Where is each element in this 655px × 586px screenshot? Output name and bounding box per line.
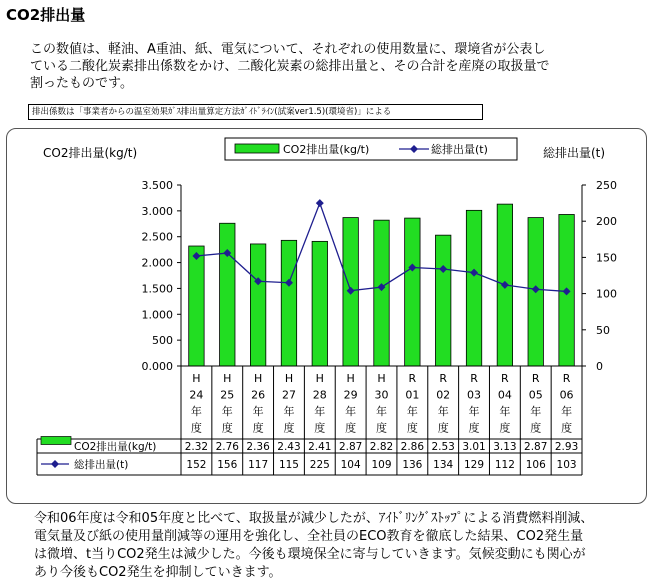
x-tick-label: 04: [497, 388, 512, 402]
table-line-value: 129: [464, 459, 485, 471]
x-tick-label: 27: [281, 388, 296, 402]
table-bar-value: 2.76: [215, 441, 239, 453]
x-tick-label: 03: [467, 388, 482, 402]
table-bar-value: 2.32: [184, 441, 209, 453]
table-line-value: 134: [433, 459, 454, 471]
x-tick-label: 29: [343, 388, 358, 402]
x-tick-label: 26: [251, 388, 266, 402]
x-tick-label: H: [253, 372, 263, 385]
x-tick-label: 年: [283, 405, 295, 418]
y-right-tick-label: 50: [596, 323, 610, 337]
bar-8: [435, 235, 450, 366]
x-tick-label: 年: [561, 405, 573, 418]
x-tick-label: 度: [376, 421, 387, 435]
y-left-tick-label: 1.500: [141, 282, 173, 296]
intro-text: この数値は、軽油、A重油、紙、電気について、それぞれの使用数量に、環境省が公表している二酸化炭素排出係数をかけ、二酸化炭素の総排出量と、その合計を産廃の取扱量で割ったものです。: [30, 42, 550, 91]
table-line-value: 106: [525, 459, 546, 471]
x-tick-label: R: [531, 372, 540, 385]
x-tick-label: R: [408, 372, 417, 385]
table-line-value: 109: [371, 459, 392, 471]
x-tick-label: 年: [345, 405, 357, 418]
x-tick-label: 度: [221, 421, 233, 435]
y-right-tick-label: 200: [596, 215, 617, 229]
table-bar-value: 2.43: [277, 441, 301, 453]
x-tick-label: 度: [190, 421, 202, 435]
table-bar-value: 2.41: [308, 441, 332, 453]
table-line-value: 136: [402, 459, 423, 471]
y-left-tick-label: 1.000: [141, 308, 173, 322]
legend-bar-swatch: [235, 144, 279, 153]
x-tick-label: 度: [437, 421, 449, 435]
x-tick-label: H: [315, 372, 324, 385]
x-tick-label: H: [346, 372, 355, 385]
x-tick-label: 01: [405, 388, 420, 402]
x-tick-label: R: [562, 372, 571, 385]
page-title: CO2排出量: [6, 6, 86, 24]
table-line-value: 225: [309, 459, 330, 471]
table-bar-value: 2.86: [400, 441, 425, 453]
x-tick-label: H: [223, 372, 232, 385]
x-tick-label: 28: [312, 388, 327, 402]
table-bar-value: 2.53: [431, 441, 455, 453]
x-tick-label: 度: [530, 421, 542, 435]
x-tick-label: 度: [468, 421, 480, 435]
x-tick-label: 年: [252, 405, 264, 418]
table-line-value: 117: [248, 459, 269, 471]
table-line-value: 152: [186, 459, 207, 471]
legend-line-label: 総排出量(t): [431, 143, 488, 156]
chart-frame: [6, 128, 647, 504]
y-right-tick-label: 250: [596, 179, 617, 192]
x-tick-label: 度: [283, 421, 295, 435]
x-tick-label: R: [470, 372, 478, 385]
table-bar-value: 2.82: [369, 441, 394, 453]
legend-bar-label: CO2排出量(kg/t): [283, 143, 370, 156]
x-tick-label: 年: [406, 405, 418, 418]
table-line-value: 103: [556, 459, 577, 471]
bar-2: [250, 244, 265, 366]
x-tick-label: 05: [528, 388, 543, 402]
x-tick-label: 年: [314, 405, 326, 418]
y-right-tick-label: 0: [596, 360, 603, 373]
y-left-tick-label: 3.000: [141, 204, 173, 218]
bar-1: [220, 223, 235, 366]
bar-9: [466, 210, 481, 366]
x-tick-label: 度: [252, 421, 264, 435]
x-tick-label: 30: [374, 388, 389, 402]
x-tick-label: 年: [190, 405, 202, 418]
line-point-4: [316, 199, 324, 207]
y-right-axis-title: 総排出量(t): [543, 146, 606, 160]
x-tick-label: H: [284, 372, 294, 385]
x-tick-label: 度: [499, 421, 511, 435]
table-line-marker: [51, 460, 59, 468]
x-tick-label: 年: [437, 405, 449, 418]
table-bar-value: 2.87: [338, 441, 363, 453]
y-left-tick-label: 0.000: [141, 360, 173, 373]
table-bar-swatch: [41, 437, 71, 445]
table-bar-value: 2.87: [524, 441, 548, 453]
bar-0: [189, 246, 204, 366]
x-tick-label: H: [377, 372, 386, 385]
y-left-tick-label: 2.000: [141, 256, 173, 270]
table-bar-value: 2.93: [554, 441, 579, 453]
table-line-value: 104: [340, 459, 361, 471]
x-tick-label: 25: [220, 388, 235, 402]
table-line-header: 総排出量(t): [74, 459, 129, 471]
table-bar-header: CO2排出量(kg/t): [74, 441, 157, 453]
footer-text: 令和06年度は令和05年度と比べて、取扱量が減少したが、ｱｲﾄﾞﾘﾝｸﾞｽﾄｯﾌﾟによる消費燃料削減、電気量及び紙の使用量削減等の運用を強化し、全社員のECO教育を徹底した結果、CO2発生量は微増、t当りCO2発生は減少した。今後も環境保全に寄与していきます。気候変動にも関心があり今後もCO2発生を抑制していきます。: [34, 511, 594, 580]
table-line-value: 112: [494, 459, 515, 471]
x-tick-label: R: [501, 372, 509, 385]
x-tick-label: 年: [376, 405, 387, 418]
table-bar-value: 3.01: [462, 441, 486, 453]
x-tick-label: 年: [468, 405, 480, 418]
y-left-axis-title: CO2排出量(kg/t): [43, 146, 138, 160]
x-tick-label: H: [192, 372, 201, 385]
y-left-tick-label: 2.500: [141, 230, 173, 244]
x-tick-label: 年: [499, 405, 511, 418]
bar-6: [374, 220, 389, 366]
x-tick-label: 年: [221, 405, 233, 418]
y-right-tick-label: 150: [596, 251, 617, 265]
table-line-value: 156: [217, 459, 238, 471]
table-bar-value: 2.36: [246, 441, 270, 453]
x-tick-label: 年: [530, 405, 542, 418]
x-tick-label: 02: [436, 388, 451, 402]
x-tick-label: 24: [189, 388, 204, 402]
table-line-value: 115: [278, 459, 299, 471]
x-tick-label: 06: [559, 388, 574, 402]
bar-7: [405, 218, 420, 366]
emission-factor-note: 排出係数は「事業者からの温室効果ｶﾞｽ排出量算定方法ｶﾞｲﾄﾞﾗｲﾝ(試案ver1.5)(環境省)」による: [28, 104, 483, 120]
x-tick-label: 度: [406, 421, 418, 435]
table-bar-value: 3.13: [493, 441, 517, 453]
y-left-tick-label: 500: [152, 334, 173, 348]
x-tick-label: 度: [561, 421, 573, 435]
y-right-tick-label: 100: [596, 287, 617, 301]
bar-3: [281, 240, 296, 366]
x-tick-label: 度: [345, 421, 357, 435]
bar-4: [312, 241, 327, 366]
x-tick-label: 度: [314, 421, 326, 435]
co2-chart: [7, 129, 646, 503]
x-tick-label: R: [439, 372, 448, 385]
y-left-tick-label: 3.500: [141, 179, 173, 192]
